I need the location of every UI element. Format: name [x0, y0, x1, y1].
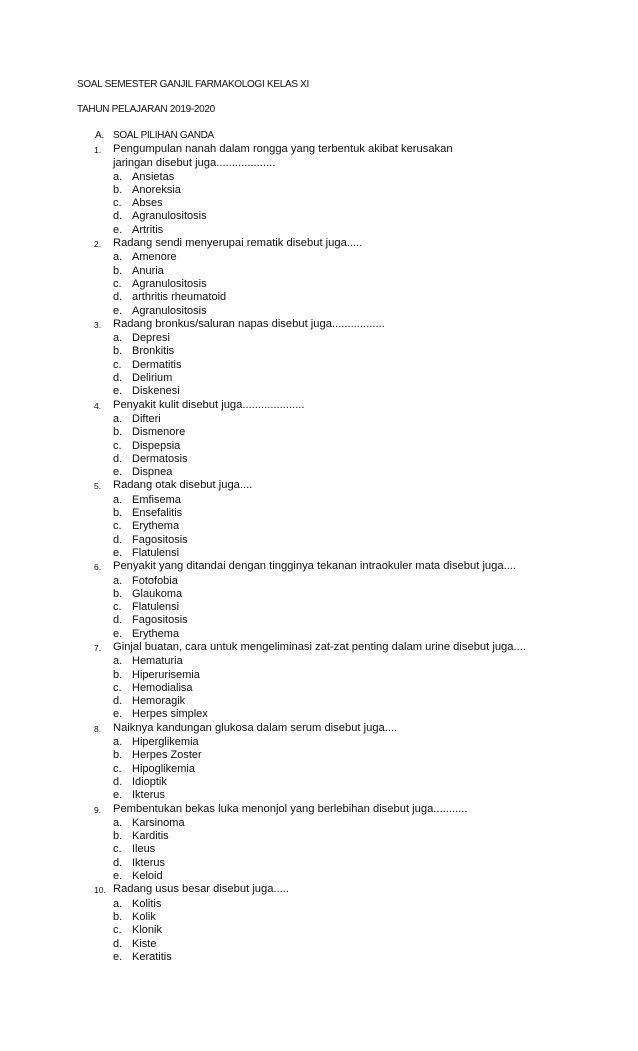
option-text: Anoreksia: [132, 183, 181, 196]
question-item: [94, 641, 574, 722]
question-text: Radang sendi menyerupai rematik disebut juga.....: [113, 237, 363, 250]
option-letter: a.: [113, 170, 123, 183]
answer-option: [94, 708, 574, 721]
option-text: Bronkitis: [132, 345, 175, 358]
option-letter: d.: [113, 614, 123, 627]
answer-option: [94, 372, 574, 385]
option-text: Kolitis: [132, 897, 162, 910]
option-letter: b.: [113, 749, 123, 762]
answer-option: [94, 682, 574, 695]
option-letter: a.: [113, 251, 123, 264]
answer-options: [94, 494, 574, 560]
answer-option: [94, 776, 574, 789]
option-letter: b.: [113, 507, 123, 520]
option-letter: c.: [113, 762, 122, 775]
answer-options: [94, 575, 574, 641]
option-text: Kiste: [132, 937, 157, 950]
option-text: Hemoragik: [132, 695, 186, 708]
answer-option: [94, 453, 574, 466]
answer-option: [94, 789, 574, 802]
option-letter: d.: [113, 775, 123, 788]
option-letter: a.: [113, 412, 123, 425]
option-text: Ansietas: [132, 170, 175, 183]
answer-options: [94, 413, 574, 479]
question-item: [94, 883, 574, 964]
answer-option: [94, 440, 574, 453]
option-text: Difteri: [132, 412, 161, 425]
answer-option: [94, 520, 574, 533]
option-text: Amenore: [132, 251, 177, 264]
option-letter: e.: [113, 950, 123, 963]
answer-option: [94, 695, 574, 708]
option-text: Abses: [132, 197, 163, 210]
option-text: Hiperglikemia: [132, 736, 199, 749]
option-text: Emfisema: [132, 493, 181, 506]
question-text-continued: jaringan disebut juga...................: [113, 157, 276, 170]
option-text: Fagositosis: [132, 614, 188, 627]
answer-option: [94, 817, 574, 830]
question-item: [94, 560, 574, 641]
question-number: 7.: [94, 642, 102, 653]
answer-option: [94, 466, 574, 479]
answer-option: [94, 197, 574, 210]
option-letter: a.: [113, 493, 123, 506]
question-text: Radang bronkus/saluran napas disebut juga.................: [113, 317, 385, 330]
question-item: [94, 399, 574, 480]
option-letter: c.: [113, 681, 122, 694]
answer-option: [94, 291, 574, 304]
answer-option: [94, 898, 574, 911]
answer-option: [94, 628, 574, 641]
question-item: [94, 722, 574, 803]
option-text: Hematuria: [132, 655, 183, 668]
answer-option: [94, 911, 574, 924]
answer-option: [94, 575, 574, 588]
option-text: Ileus: [132, 843, 156, 856]
option-letter: e.: [113, 546, 123, 559]
option-text: Agranulositosis: [132, 304, 207, 317]
answer-option: [94, 413, 574, 426]
option-text: Hipoglikemia: [132, 762, 195, 775]
option-letter: e.: [113, 789, 123, 802]
question-item: [94, 318, 574, 399]
option-letter: b.: [113, 345, 123, 358]
option-text: Herpes Zoster: [132, 749, 202, 762]
answer-option: [94, 857, 574, 870]
option-text: Ikterus: [132, 789, 166, 802]
option-letter: c.: [113, 924, 122, 937]
option-letter: d.: [113, 937, 123, 950]
option-letter: b.: [113, 587, 123, 600]
option-text: Herpes simplex: [132, 708, 208, 721]
option-text: Dermatitis: [132, 358, 182, 371]
option-text: Dispnea: [132, 466, 173, 479]
option-letter: d.: [113, 291, 123, 304]
answer-options: [94, 736, 574, 802]
answer-options: [94, 171, 574, 237]
option-text: Karsinoma: [132, 816, 185, 829]
option-letter: c.: [113, 520, 122, 533]
answer-option: [94, 870, 574, 883]
answer-option: [94, 534, 574, 547]
option-letter: e.: [113, 466, 123, 479]
answer-option: [94, 938, 574, 951]
section-letter: A.: [95, 130, 104, 141]
question-number: 9.: [94, 804, 102, 815]
answer-option: [94, 614, 574, 627]
answer-option: [94, 601, 574, 614]
question-text: Pembentukan bekas luka menonjol yang berlebihan disebut juga...........: [113, 802, 468, 815]
option-letter: c.: [113, 601, 122, 614]
answer-option: [94, 749, 574, 762]
option-letter: c.: [113, 843, 122, 856]
option-letter: c.: [113, 358, 122, 371]
option-text: Fagositosis: [132, 533, 188, 546]
answer-option: [94, 332, 574, 345]
option-letter: e.: [113, 708, 123, 721]
answer-option: [94, 924, 574, 937]
answer-options: [94, 655, 574, 721]
answer-options: [94, 898, 574, 964]
option-text: Klonik: [132, 924, 162, 937]
option-text: Erythema: [132, 627, 180, 640]
question-text: Radang otak disebut juga....: [113, 479, 253, 492]
option-text: Artritis: [132, 223, 164, 236]
option-text: Keloid: [132, 870, 163, 883]
option-letter: d.: [113, 452, 123, 465]
option-letter: b.: [113, 264, 123, 277]
question-number: 1.: [94, 145, 102, 155]
option-letter: e.: [113, 223, 123, 236]
option-letter: a.: [113, 574, 123, 587]
option-letter: a.: [113, 655, 123, 668]
answer-option: [94, 830, 574, 843]
question-text: Pengumpulan nanah dalam rongga yang terbentuk akibat kerusakan: [113, 143, 453, 155]
answer-option: [94, 251, 574, 264]
option-letter: b.: [113, 426, 123, 439]
option-letter: b.: [113, 183, 123, 196]
option-letter: b.: [113, 910, 123, 923]
option-text: Anuria: [132, 264, 164, 277]
option-letter: e.: [113, 627, 123, 640]
option-letter: d.: [113, 372, 123, 385]
option-text: Dermatosis: [132, 452, 188, 465]
answer-option: [94, 547, 574, 560]
option-text: Agranulositosis: [132, 277, 207, 290]
answer-option: [94, 210, 574, 223]
answer-option: [94, 171, 574, 184]
option-text: arthritis rheumatoid: [132, 291, 227, 304]
option-text: Diskenesi: [132, 385, 180, 398]
option-letter: d.: [113, 695, 123, 708]
option-text: Ensefalitis: [132, 507, 183, 520]
question-item: [94, 479, 574, 560]
question-text: Penyakit kulit disebut juga....................: [113, 398, 305, 411]
option-letter: e.: [113, 304, 123, 317]
option-text: Hiperurisemia: [132, 668, 200, 681]
question-item: [94, 237, 574, 318]
answer-option: [94, 763, 574, 776]
option-text: Fotofobia: [132, 574, 178, 587]
option-letter: b.: [113, 668, 123, 681]
answer-option: [94, 385, 574, 398]
option-letter: d.: [113, 533, 123, 546]
answer-option: [94, 494, 574, 507]
question-text: Penyakit yang ditandai dengan tingginya tekanan intraokuler mata disebut juga....: [113, 560, 517, 573]
question-number: 8.: [94, 723, 102, 734]
option-letter: b.: [113, 830, 123, 843]
answer-option: [94, 507, 574, 520]
option-letter: e.: [113, 870, 123, 883]
option-letter: a.: [113, 332, 123, 345]
option-text: Dismenore: [132, 426, 186, 439]
question-number: 2.: [94, 239, 102, 250]
option-letter: a.: [113, 897, 123, 910]
question-item: [94, 803, 574, 884]
option-letter: d.: [113, 856, 123, 869]
answer-option: [94, 843, 574, 856]
option-letter: a.: [113, 816, 123, 829]
question-text: Radang usus besar disebut juga.....: [113, 883, 290, 896]
answer-options: [94, 251, 574, 317]
question-number: 4.: [94, 400, 102, 411]
option-letter: a.: [113, 736, 123, 749]
answer-option: [94, 359, 574, 372]
answer-options: [94, 332, 574, 398]
option-text: Glaukoma: [132, 587, 183, 600]
answer-option: [94, 588, 574, 601]
answer-option: [94, 426, 574, 439]
option-letter: c.: [113, 439, 122, 452]
question-text: Ginjal buatan, cara untuk mengeliminasi zat-zat penting dalam urine disebut juga....: [113, 640, 526, 653]
question-list: [94, 143, 574, 964]
section-heading: [95, 130, 214, 141]
option-text: Kolik: [132, 910, 156, 923]
answer-option: [94, 736, 574, 749]
question-number: 5.: [94, 481, 102, 492]
option-text: Karditis: [132, 830, 169, 843]
question-number: 6.: [94, 562, 102, 573]
question-number: 10.: [94, 885, 106, 896]
document-title: SOAL SEMESTER GANJIL FARMAKOLOGI KELAS XI: [77, 79, 310, 90]
answer-option: [94, 951, 574, 964]
option-text: Delirium: [132, 372, 173, 385]
question-item: [94, 143, 574, 237]
option-letter: c.: [113, 277, 122, 290]
answer-option: [94, 345, 574, 358]
answer-option: [94, 278, 574, 291]
option-text: Dispepsia: [132, 439, 181, 452]
school-year: TAHUN PELAJARAN 2019-2020: [77, 104, 215, 115]
option-letter: c.: [113, 197, 122, 210]
option-text: Flatulensi: [132, 601, 180, 614]
option-letter: d.: [113, 210, 123, 223]
option-text: Flatulensi: [132, 546, 180, 559]
option-text: Idioptik: [132, 775, 167, 788]
answer-option: [94, 305, 574, 318]
option-text: Depresi: [132, 332, 170, 345]
option-letter: e.: [113, 385, 123, 398]
section-label: SOAL PILIHAN GANDA: [113, 130, 214, 141]
answer-option: [94, 265, 574, 278]
answer-option: [94, 669, 574, 682]
option-text: Keratitis: [132, 950, 172, 963]
question-text: Naiknya kandungan glukosa dalam serum disebut juga....: [113, 721, 398, 734]
option-text: Erythema: [132, 520, 180, 533]
option-text: Hemodialisa: [132, 681, 193, 694]
answer-option: [94, 224, 574, 237]
option-text: Ikterus: [132, 856, 166, 869]
answer-option: [94, 184, 574, 197]
question-number: 3.: [94, 319, 102, 330]
answer-option: [94, 655, 574, 668]
answer-options: [94, 817, 574, 883]
option-text: Agranulositosis: [132, 210, 207, 223]
